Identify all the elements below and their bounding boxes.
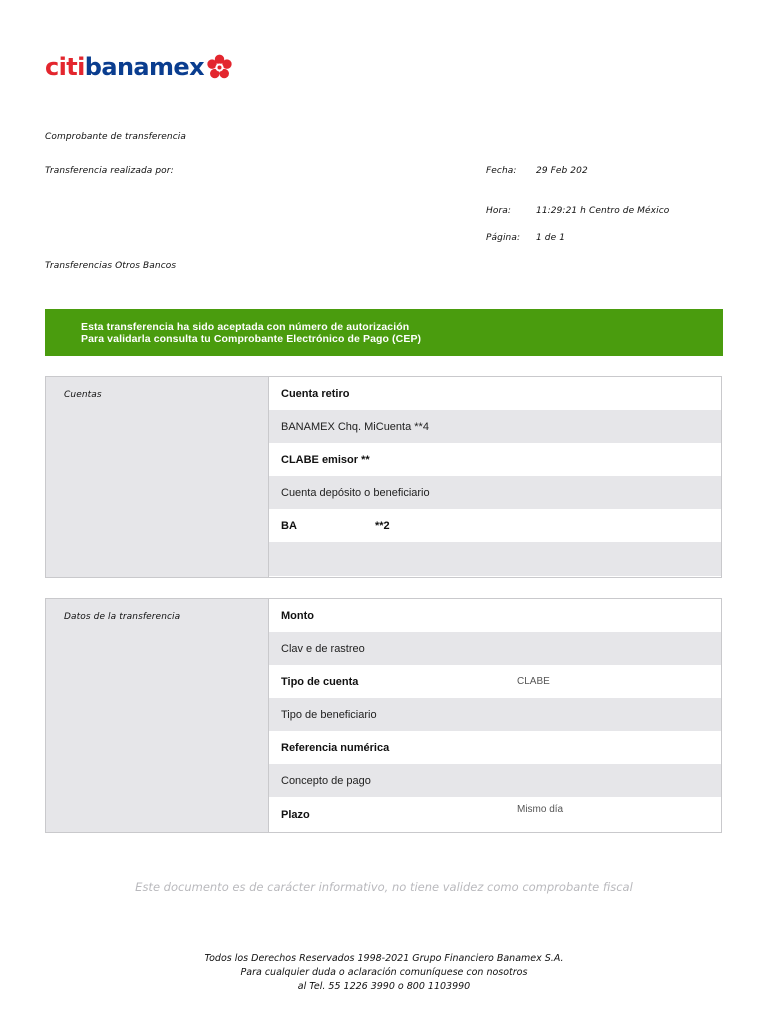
- banner-line-2: Para validarla consulta tu Comprobante Electrónico de Pago (CEP): [81, 333, 422, 345]
- beneficiary-account-masked: **2: [375, 519, 390, 532]
- performed-by-label: Transferencia realizada por:: [45, 166, 174, 176]
- cuentas-row: [269, 377, 721, 410]
- cuentas-row: [269, 542, 721, 576]
- referencia-numerica-label: Referencia numérica: [281, 741, 390, 754]
- cuentas-row: [269, 476, 721, 509]
- concepto-pago-label: Concepto de pago: [281, 774, 371, 787]
- pagina-label: Página:: [486, 233, 521, 243]
- cuentas-row: [269, 443, 721, 476]
- cuenta-retiro-value: BANAMEX Chq. MiCuenta **4: [281, 420, 429, 433]
- fecha-value: 29 Feb 202: [536, 166, 588, 176]
- tipo-cuenta-value: CLABE: [517, 676, 550, 687]
- cuentas-row: [269, 410, 721, 443]
- logo-citi-text: citi: [45, 53, 85, 81]
- datos-row: [269, 731, 721, 764]
- transfer-type: Transferencias Otros Bancos: [45, 261, 177, 271]
- cuenta-retiro-label: Cuenta retiro: [281, 387, 350, 400]
- footer-line-2: Para cualquier duda o aclaración comuníquese con nosotros: [240, 967, 528, 978]
- hora-value: 11:29:21 h Centro de México: [536, 206, 670, 216]
- cuentas-label: Cuentas: [64, 390, 102, 400]
- datos-panel: [45, 598, 722, 833]
- tipo-cuenta-label: Tipo de cuenta: [281, 675, 359, 688]
- datos-row: [269, 665, 721, 698]
- monto-label: Monto: [281, 609, 314, 622]
- fecha-label: Fecha:: [486, 166, 517, 176]
- footer-line-3: al Tel. 55 1226 3990 o 800 1103990: [297, 981, 471, 992]
- beneficiary-bank: BA: [281, 519, 297, 532]
- banner-line-1: Esta transferencia ha sido aceptada con número de autorización: [81, 321, 410, 333]
- clave-rastreo-label: Clav e de rastreo: [281, 642, 365, 655]
- logo-banamex-text: banamex: [84, 53, 204, 81]
- datos-row: [269, 599, 721, 632]
- plazo-value: Mismo día: [517, 804, 564, 815]
- plazo-label: Plazo: [281, 808, 310, 821]
- datos-row: [269, 698, 721, 731]
- citibanamex-logo: [45, 52, 233, 82]
- datos-label: Datos de la transferencia: [64, 612, 181, 622]
- cuentas-side: [46, 377, 269, 577]
- cuenta-deposito-label: Cuenta depósito o beneficiario: [281, 486, 430, 499]
- pagina-value: 1 de 1: [536, 233, 566, 243]
- datos-rows: [269, 599, 721, 832]
- authorization-banner: [45, 309, 723, 356]
- footer: [0, 952, 768, 994]
- datos-row: [269, 797, 721, 832]
- disclaimer-text: Este documento es de carácter informativo, no tiene validez como comprobante fiscal: [135, 880, 633, 894]
- datos-row: [269, 764, 721, 797]
- cuentas-panel: [45, 376, 722, 578]
- footer-line-1: Todos los Derechos Reservados 1998-2021 Grupo Financiero Banamex S.A.: [204, 953, 564, 964]
- tipo-beneficiario-label: Tipo de beneficiario: [281, 708, 377, 721]
- hora-label: Hora:: [486, 206, 512, 216]
- document-title: Comprobante de transferencia: [45, 132, 186, 142]
- banamex-flower-icon: [206, 54, 233, 81]
- datos-side: [46, 599, 269, 832]
- cuentas-rows: [269, 377, 721, 576]
- clabe-emisor-label: CLABE emisor **: [281, 453, 370, 466]
- cuentas-row: [269, 509, 721, 542]
- datos-row: [269, 632, 721, 665]
